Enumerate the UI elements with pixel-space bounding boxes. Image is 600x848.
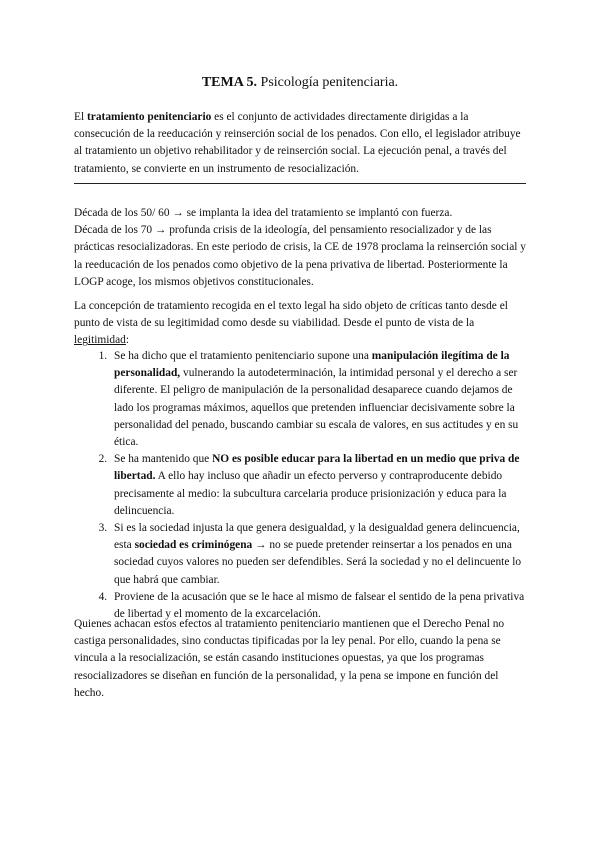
title-number: TEMA 5.	[201, 75, 258, 90]
critique-colon: :	[125, 334, 130, 347]
title-name: Psicología penitenciaria.	[257, 75, 399, 90]
list-item-text: vulnerando la autodeterminación, la intimidad personal y el derecho a ser diferente. El peligro de manipulación de la personalidad desaparece cuando dejamos de lado los programas máximos, aquellos que pretenden influenciar decisivamente sobre la personalidad del penado, buscando cambiar su escala de valores, en sus actitudes y en su ética.	[114, 367, 519, 449]
list-item	[110, 520, 526, 589]
critique-list	[74, 348, 526, 623]
critique-text: La concepción de tratamiento recogida en el texto legal ha sido objeto de críticas tanto desde el punto de vista de su legitimidad como desde su viabilidad. Desde el punto de vista de la	[74, 300, 508, 330]
list-item-text: Se ha dicho que el tratamiento penitenciario supone una	[114, 350, 372, 362]
history-paragraph	[74, 205, 526, 291]
closing-paragraph: Quienes achacan estos efectos al tratamiento penitenciario mantienen que el Derecho Penal no castiga personalidades, sino conductas tipificadas por la ley penal. Por ello, cuando la pena se vincula a la resocialización, se están casando instituciones opuestas, ya que los programas resocializadores se diseñan en función de la personalidad, y la pena se impone en función del hecho.	[74, 618, 505, 699]
horizontal-divider	[74, 183, 526, 184]
list-item	[110, 451, 526, 520]
critique-paragraph	[74, 298, 526, 350]
list-item-text: → no se puede pretender reinsertar a los penados en una sociedad cuyos valores no pueden ser defendibles. Será la sociedad y no el delincuente lo que habrá que cambiar.	[114, 539, 522, 586]
history-line-2: Década de los 70 → profunda crisis de la ideología, del pensamiento resocializador y de las prácticas resocializadoras. En este periodo de crisis, la CE de 1978 proclama la reinserción social y la reeducación de los penados como objetivo de la pena privativa de libertad. Posteriormente la LOGP acoge, los mismos objetivos constitucionales.	[74, 224, 526, 288]
intro-bold: tratamiento penitenciario	[86, 111, 212, 123]
intro-paragraph	[74, 109, 526, 178]
list-item	[110, 348, 526, 451]
critique-underlined: legitimidad	[74, 334, 126, 347]
list-item-bold: NO es posible educar para la libertad en un medio que priva de libertad.	[114, 453, 520, 483]
list-item-text: Se ha mantenido que	[114, 453, 213, 466]
list-item-text: Si es la sociedad injusta la que genera desigualdad, y la desigualdad genera delincuencia, esta	[114, 522, 520, 552]
intro-post: es el conjunto de actividades directamente dirigidas a la consecución de la reeducación y reinserción social de los penados. Con ello, el legislador atribuye al tratamiento un objetivo rehabilitador y de reinserción social. La ejecución penal, a través del tratamiento, se convierte en un instrumento de resocialización.	[74, 111, 521, 175]
history-line-1: Década de los 50/ 60 → se implanta la idea del tratamiento se implantó con fuerza.	[74, 207, 453, 219]
list-item-text: Proviene de la acusación que se le hace al mismo de falsear el sentido de la pena privativa de libertad y el momento de la excarcelación.	[114, 590, 525, 621]
page-title	[74, 74, 526, 92]
list-item-bold: sociedad es criminógena	[134, 539, 253, 552]
list-item-bold: manipulación ilegítima de la personalidad,	[114, 350, 510, 380]
list-item-text: A ello hay incluso que añadir un efecto perverso y contraproducente debido precisamente al medio: la subcultura carcelaria produce prisionización y educa para la delincuencia.	[114, 470, 507, 517]
intro-pre: El	[74, 111, 87, 123]
